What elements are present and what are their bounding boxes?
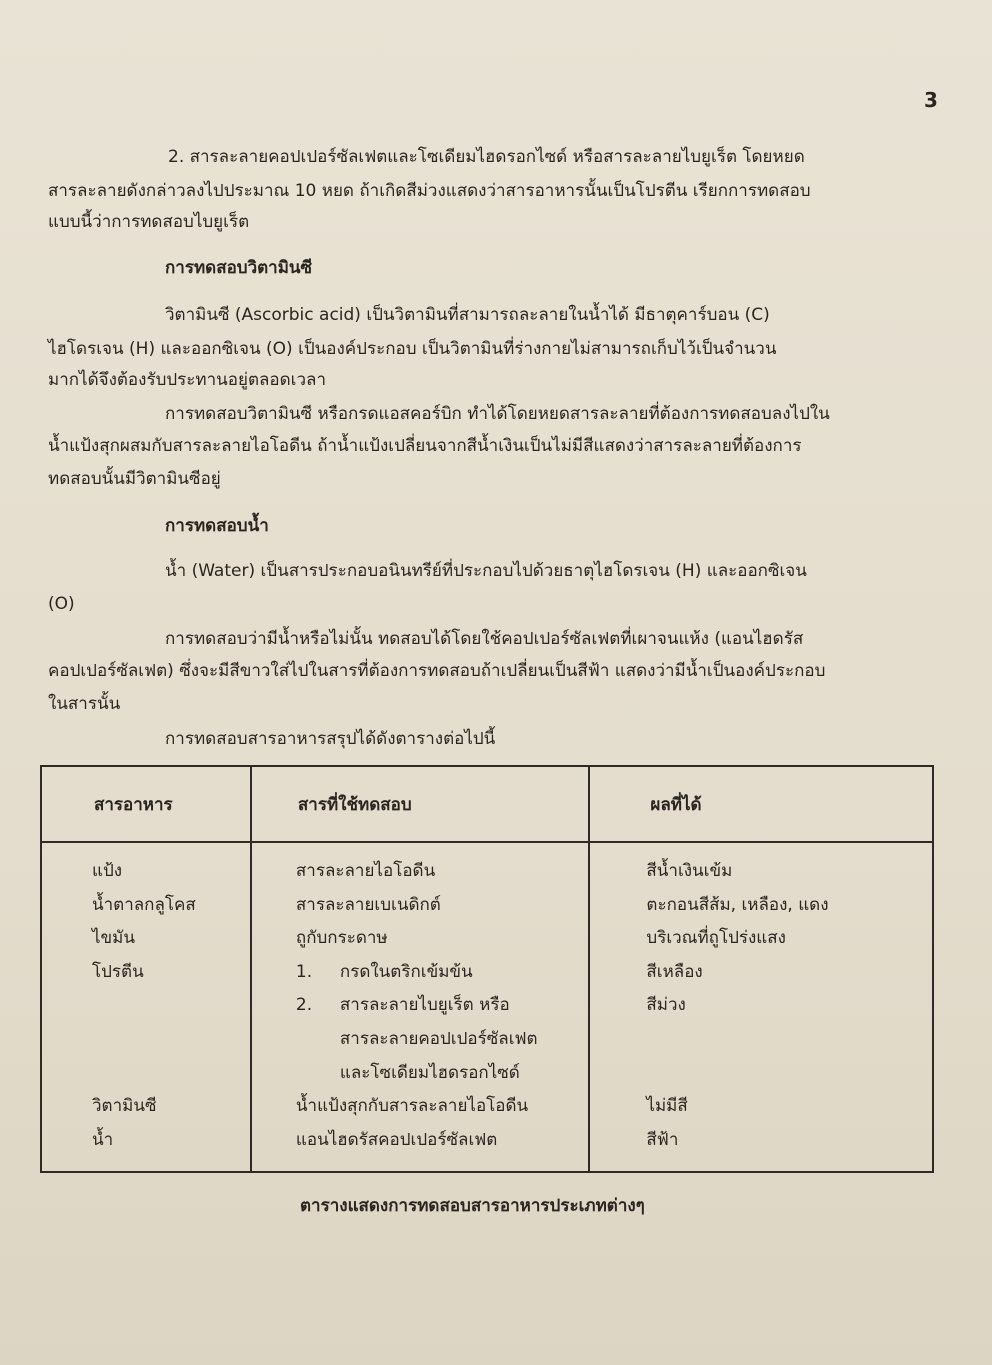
result-cell: [590, 1057, 932, 1091]
food-cell: น้ำตาลกลูโคส: [92, 894, 196, 915]
reagent-cell: น้ำแป้งสุกกับสารละลายไอโอดีน: [295, 1096, 529, 1117]
result-cell: สีฟ้า: [646, 1129, 679, 1150]
food-cell: [42, 989, 250, 1023]
para5-line: ในสารนั้น: [48, 694, 121, 714]
food-cell: ไขมัน: [92, 928, 135, 949]
para5-line: การทดสอบว่ามีน้ำหรือไม่นั้น ทดสอบได้โดยใช้คอปเปอร์ซัลเฟตที่เผาจนแห้ง (แอนไฮดรัส: [165, 629, 804, 649]
para1-line: สารละลายดังกล่าวลงไปประมาณ 10 หยด ถ้าเกิดสีม่วงแสดงว่าสารอาหารนั้นเป็นโปรตีน เรียกการทดสอบ: [48, 181, 811, 201]
reagent-text: กรดในตริกเข้มข้น: [339, 961, 473, 982]
reagent-cell: และโซเดียมไฮดรอกไซด์: [339, 1062, 520, 1083]
heading-water: การทดสอบน้ำ: [165, 516, 269, 536]
result-column: [589, 842, 933, 1172]
header-result: ผลที่ได้: [589, 766, 933, 842]
table-caption: ตารางแสดงการทดสอบสารอาหารประเภทต่างๆ: [300, 1196, 645, 1216]
para2-line: ไฮโดรเจน (H) และออกซิเจน (O) เป็นองค์ประกอบ เป็นวิตามินที่ร่างกายไม่สามารถเก็บไว้เป็นจำนวน: [48, 339, 777, 359]
header-food: สารอาหาร: [41, 766, 251, 842]
para2-line: มากได้จึงต้องรับประทานอยู่ตลอดเวลา: [48, 370, 326, 390]
reagent-cell: สารละลายไอโอดีน: [295, 861, 436, 881]
para2-line: วิตามินซี (Ascorbic acid) เป็นวิตามินที่สามารถละลายในน้ำได้ มีธาตุคาร์บอน (C): [165, 305, 770, 325]
reagent-cell: สารละลายเบเนดิกต์: [295, 894, 441, 915]
reagent-cell: [252, 956, 589, 990]
para4-line: น้ำ (Water) เป็นสารประกอบอนินทรีย์ที่ประกอบไปด้วยธาตุไฮโดรเจน (H) และออกซิเจน: [165, 561, 807, 581]
food-cell: [42, 1023, 250, 1057]
result-cell: ตะกอนสีส้ม, เหลือง, แดง: [646, 894, 829, 915]
food-cell: แป้ง: [92, 861, 123, 881]
result-cell: สีน้ำเงินเข้ม: [646, 861, 733, 881]
page-number: 3: [924, 88, 938, 112]
para5-line: คอปเปอร์ซัลเฟต) ซึ่งจะมีสีขาวใส่ไปในสารที่ต้องการทดสอบถ้าเปลี่ยนเป็นสีฟ้า แสดงว่ามีน้ำเป็นองค์ประกอบ: [48, 661, 826, 681]
para3-line: น้ำแป้งสุกผสมกับสารละลายไอโอดีน ถ้าน้ำแป้งเปลี่ยนจากสีน้ำเงินเป็นไม่มีสีแสดงว่าสารละลายที่ต้องการ: [48, 436, 802, 456]
table-header-row: [41, 766, 933, 842]
result-cell: บริเวณที่ถูโปร่งแสง: [646, 928, 786, 949]
result-cell: สีม่วง: [646, 995, 686, 1016]
para3-line: ทดสอบนั้นมีวิตามินซีอยู่: [48, 469, 221, 489]
reagent-cell: [252, 989, 589, 1023]
para1-line: แบบนี้ว่าการทดสอบไบยูเร็ต: [48, 212, 250, 232]
food-cell: น้ำ: [92, 1129, 114, 1150]
reagent-column: [251, 842, 590, 1172]
reagent-cell: ถูกับกระดาษ: [295, 928, 388, 949]
para3-line: การทดสอบวิตามินซี หรือกรดแอสคอร์บิก ทำได้โดยหยดสารละลายที่ต้องการทดสอบลงไปใน: [165, 404, 830, 424]
result-cell: [590, 1023, 932, 1057]
heading-vitamin-c: การทดสอบวิตามินซี: [165, 258, 313, 278]
result-cell: ไม่มีสี: [646, 1096, 688, 1117]
food-test-table: [40, 765, 934, 1173]
header-reagent: สารที่ใช้ทดสอบ: [251, 766, 590, 842]
para1-line: 2. สารละลายคอปเปอร์ซัลเฟตและโซเดียมไฮดรอกไซด์ หรือสารละลายไบยูเร็ต โดยหยด: [168, 147, 805, 167]
food-column: [41, 842, 251, 1172]
food-cell: โปรตีน: [92, 961, 144, 982]
table-intro: การทดสอบสารอาหารสรุปได้ดังตารางต่อไปนี้: [165, 729, 496, 749]
reagent-number: 2.: [295, 995, 313, 1016]
reagent-text: สารละลายไบยูเร็ต หรือ: [339, 995, 510, 1016]
reagent-number: 1.: [295, 961, 313, 982]
reagent-cell: สารละลายคอปเปอร์ซัลเฟต: [339, 1028, 538, 1049]
result-cell: สีเหลือง: [646, 961, 703, 982]
para4-line: (O): [48, 594, 75, 614]
food-cell: [42, 1057, 250, 1091]
food-cell: วิตามินซี: [92, 1096, 157, 1117]
reagent-cell: แอนไฮดรัสคอปเปอร์ซัลเฟต: [295, 1129, 498, 1150]
table-row: [41, 842, 933, 1172]
